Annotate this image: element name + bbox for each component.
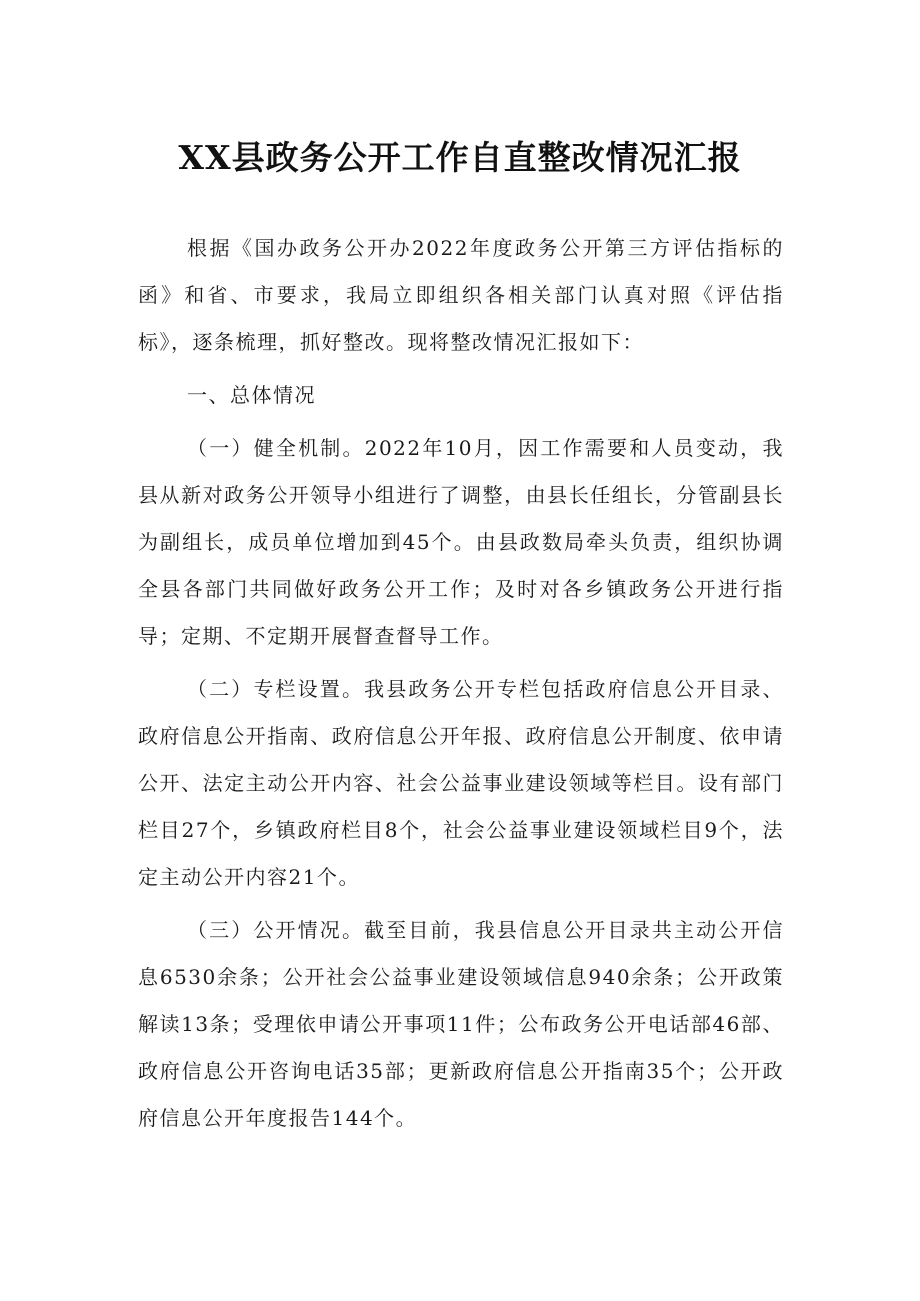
paragraph-disclosure-status: （三）公开情况。截至目前，我县信息公开目录共主动公开信息6530余条；公开社会公益事业建设领域信息940余条；公开政策解读13条；受理依申请公开事项11件；公布政务公开电话部46部、政府信息公开咨询电话35部；更新政府信息公开指南35个；公开政府信息公开年度报告144个。 [138, 918, 784, 1130]
section-heading-overall: 一、总体情况 [187, 383, 316, 407]
document-title: XX县政务公开工作自直整改情况汇报 [178, 138, 742, 177]
paragraph-mechanism: （一）健全机制。2022年10月，因工作需要和人员变动，我县从新对政务公开领导小组进行了调整，由县长任组长，分管副县长为副组长，成员单位增加到45个。由县政数局牵头负责，组织协调全县各部门共同做好政务公开工作；及时对各乡镇政务公开进行指导；定期、不定期开展督查督导工作。 [138, 436, 784, 648]
document-body [138, 225, 784, 1148]
paragraph-column-setup: （二）专栏设置。我县政务公开专栏包括政府信息公开目录、政府信息公开指南、政府信息公开年报、政府信息公开制度、依申请公开、法定主动公开内容、社会公益事业建设领域等栏目。设有部门栏目27个，乡镇政府栏目8个，社会公益事业建设领域栏目9个，法定主动公开内容21个。 [138, 677, 784, 889]
intro-paragraph: 根据《国办政务公开办2022年度政务公开第三方评估指标的函》和省、市要求，我局立即组织各相关部门认真对照《评估指标》，逐条梳理，抓好整改。现将整改情况汇报如下： [138, 236, 784, 354]
